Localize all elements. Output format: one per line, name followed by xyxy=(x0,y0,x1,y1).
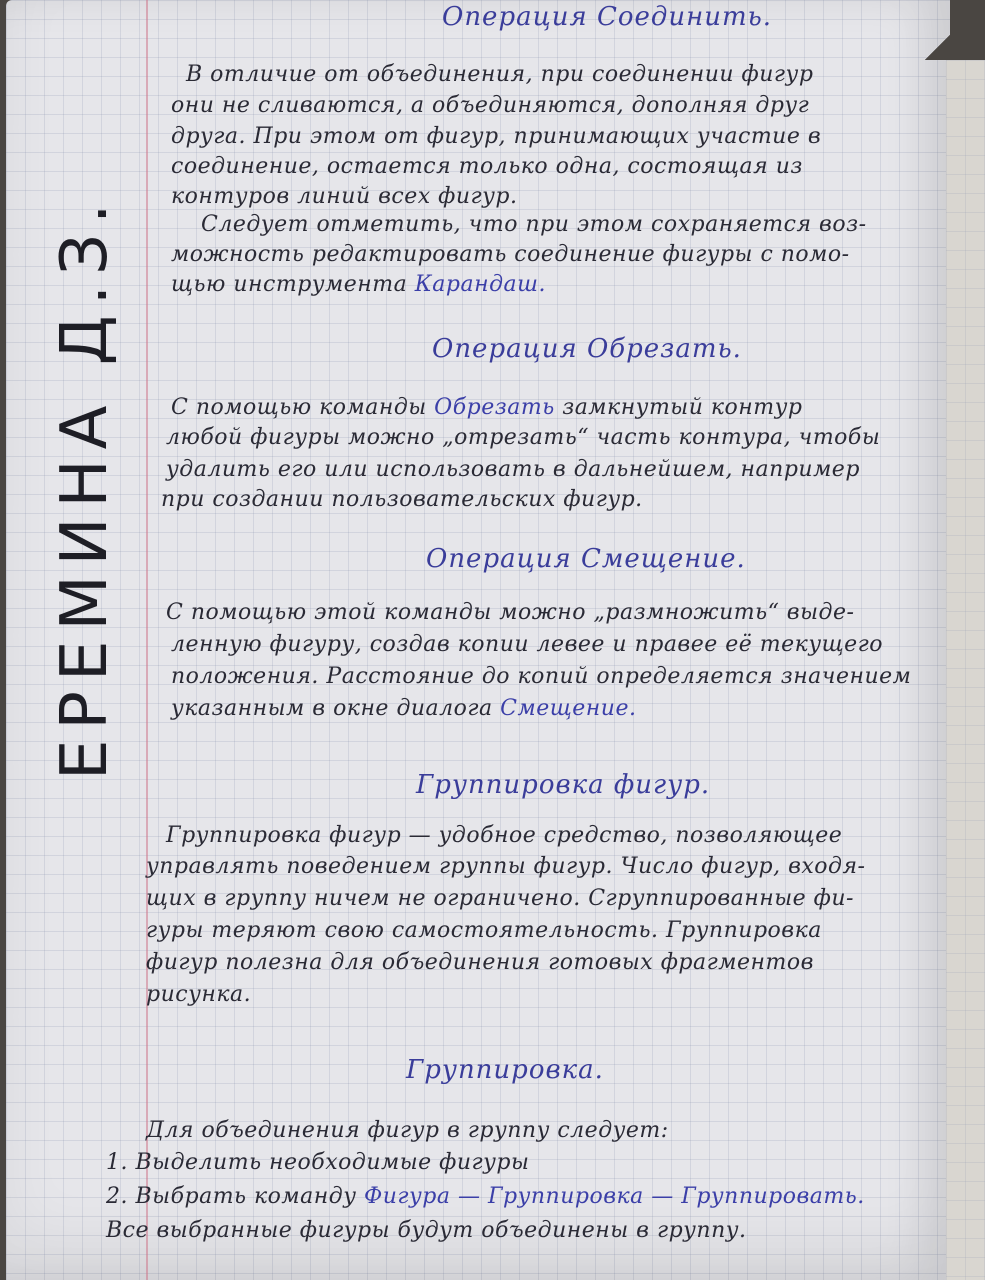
text-line: В отличие от объединения, при соединении фигур xyxy=(186,62,814,87)
text-line: ленную фигуру, создав копии левее и правее её текущего xyxy=(171,632,883,657)
highlight-gruppirovat: Фигура — Группировка — Группировать. xyxy=(363,1184,865,1209)
text-line: указанным в окне диалога Смещение. xyxy=(171,696,637,721)
vertical-author-name: ЕРЕМИНА Д.З. xyxy=(48,193,122,780)
text-line: щих в группу ничем не ограничено. Сгруппированные фи- xyxy=(146,886,854,911)
text-line: рисунка. xyxy=(146,982,252,1007)
text-line: С помощью команды Обрезать замкнутый контур xyxy=(171,395,803,420)
text-line: соединение, остается только одна, состоящая из xyxy=(171,154,803,179)
heading-smeshchenie: Операция Смещение. xyxy=(426,544,746,574)
text-line: они не сливаются, а объединяются, дополняя друг xyxy=(171,93,810,118)
highlight-smeshchenie: Смещение. xyxy=(500,696,637,721)
next-page-edge xyxy=(946,60,985,1280)
heading-soedinit: Операция Соединить. xyxy=(442,2,773,32)
heading-gruppirovka: Группировка. xyxy=(406,1055,604,1085)
text-line: Следует отметить, что при этом сохраняется воз- xyxy=(201,212,867,237)
text-line: контуров линий всех фигур. xyxy=(171,184,518,209)
text-line: гуры теряют свою самостоятельность. Группировка xyxy=(146,918,822,943)
text-line: при создании пользовательских фигур. xyxy=(161,487,643,512)
text-line: друга. При этом от фигур, принимающих участие в xyxy=(171,124,822,149)
text-line: щью инструмента Карандаш. xyxy=(171,272,547,297)
highlight-obrezat: Обрезать xyxy=(434,395,555,420)
text-line: удалить его или использовать в дальнейшем, например xyxy=(166,457,860,482)
list-item: 1. Выделить необходимые фигуры xyxy=(106,1150,530,1175)
text-line: Для объединения фигур в группу следует: xyxy=(146,1118,669,1143)
text-line: фигур полезна для объединения готовых фрагментов xyxy=(146,950,814,975)
text-line: Группировка фигур — удобное средство, позволяющее xyxy=(166,823,843,848)
text-line: управлять поведением группы фигур. Число фигур, входя- xyxy=(146,854,866,879)
text-line: любой фигуры можно „отрезать“ часть контура, чтобы xyxy=(166,425,881,450)
heading-gruppirovka-figur: Группировка фигур. xyxy=(416,770,711,800)
list-item: 2. Выбрать команду Фигура — Группировка — Группировать. xyxy=(106,1184,865,1209)
page-corner xyxy=(925,0,985,60)
text-line: Все выбранные фигуры будут объединены в группу. xyxy=(106,1218,747,1243)
heading-obrezat: Операция Обрезать. xyxy=(432,334,742,364)
text-line: можность редактировать соединение фигуры с помо- xyxy=(171,242,850,267)
text-line: С помощью этой команды можно „размножить“ выде- xyxy=(166,600,855,625)
notebook-page xyxy=(6,0,950,1280)
margin-line xyxy=(146,0,148,1280)
highlight-karandash: Карандаш. xyxy=(414,272,547,297)
text-line: положения. Расстояние до копий определяется значением xyxy=(171,664,912,689)
